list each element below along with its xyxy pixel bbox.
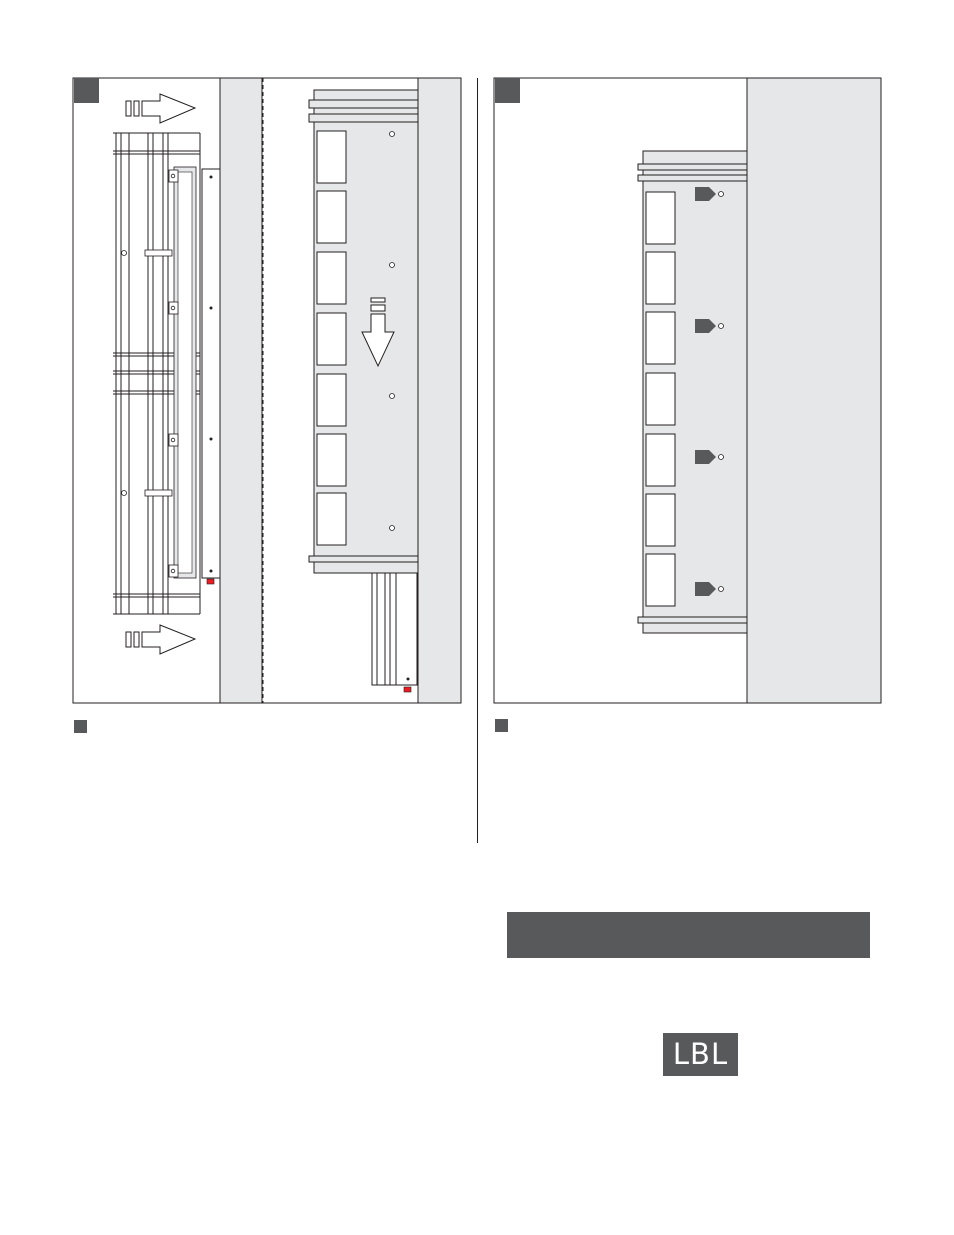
- red-marker: [207, 579, 214, 584]
- module-slots-left: [317, 131, 346, 545]
- caption-bullet-right: [495, 719, 508, 732]
- module-slots-right: [646, 192, 675, 606]
- figure-left: [73, 78, 461, 703]
- rails-below-enclosure: [372, 573, 417, 685]
- rail-screw: [407, 678, 410, 681]
- figure-right: [494, 78, 881, 703]
- step-badge-right: [495, 78, 520, 103]
- step-badge-left: [74, 78, 99, 103]
- enclosure-panel-right: [638, 151, 747, 633]
- red-marker-2: [404, 687, 411, 692]
- wall-mounting-rail: [202, 169, 220, 578]
- wall-strip-left: [220, 78, 262, 703]
- wall-strip-right: [418, 78, 461, 703]
- brand-logo: LBL: [663, 1033, 738, 1076]
- caption-bullet-left: [74, 720, 87, 733]
- section-header-band: [507, 912, 870, 958]
- column-separator: [477, 78, 478, 843]
- wall-strip-right-figure: [747, 78, 881, 703]
